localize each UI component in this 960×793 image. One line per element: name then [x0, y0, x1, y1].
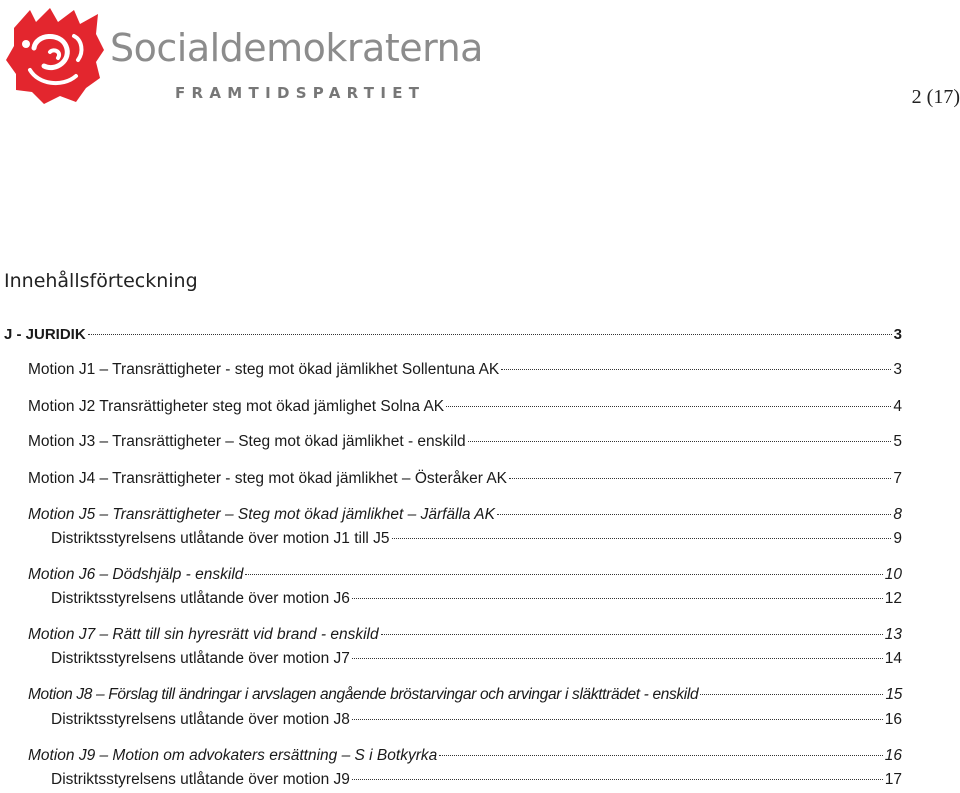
dot-leader	[501, 369, 891, 370]
page-number: 2 (17)	[911, 86, 960, 108]
toc-entry-page: 9	[893, 530, 902, 547]
dot-leader	[352, 598, 883, 599]
toc-entry-motion-j2[interactable]	[28, 396, 902, 418]
toc-entry-page: 13	[884, 626, 902, 643]
toc-entry-label: Distriktsstyrelsens utlåtande över motion J1 till J5	[51, 530, 390, 547]
toc-entry-motion-j3[interactable]	[28, 431, 902, 453]
brand-tagline: FRAMTIDSPARTIET	[175, 84, 426, 102]
dot-leader	[352, 779, 883, 780]
toc-entry-utlatande-j7[interactable]	[51, 648, 902, 670]
toc-title: Innehållsförteckning	[4, 270, 198, 292]
toc-entry-motion-j8[interactable]	[28, 684, 902, 706]
toc-entry-page: 3	[893, 361, 902, 378]
toc-entry-label: Distriktsstyrelsens utlåtande över motion J8	[51, 711, 350, 728]
toc-entry-label: Motion J4 – Transrättigheter - steg mot ökad jämlikhet – Österåker AK	[28, 470, 507, 487]
toc-entry-label: Distriktsstyrelsens utlåtande över motion J7	[51, 650, 350, 667]
dot-leader	[509, 478, 891, 479]
toc-entry-motion-j1[interactable]	[28, 359, 902, 381]
toc-entry-page: 12	[884, 590, 902, 607]
toc-entry-page: 4	[893, 398, 902, 415]
toc-entry-motion-j4[interactable]	[28, 468, 902, 490]
toc-entry-motion-j7[interactable]	[28, 624, 902, 646]
toc-entry-page: 17	[884, 771, 902, 788]
toc-entry-utlatande-j6[interactable]	[51, 588, 902, 610]
toc-entry-page: 15	[885, 686, 902, 703]
dot-leader	[88, 334, 892, 335]
toc-entry-motion-j9[interactable]	[28, 745, 902, 767]
dot-leader	[497, 514, 891, 515]
toc-entry-label: Motion J1 – Transrättigheter - steg mot ökad jämlikhet Sollentuna AK	[28, 361, 500, 378]
toc-entry-label: Motion J5 – Transrättigheter – Steg mot ökad jämlikhet – Järfälla AK	[28, 506, 495, 523]
toc-entry-page: 5	[893, 433, 902, 450]
toc-entry-page: 3	[893, 326, 902, 343]
toc-entry-label: Distriktsstyrelsens utlåtande över motion J9	[51, 771, 350, 788]
toc-entry-utlatande-j9[interactable]	[51, 769, 902, 791]
toc-entry-label: Motion J7 – Rätt till sin hyresrätt vid brand - enskild	[28, 626, 379, 643]
toc-entry-utlatande-j1-j5[interactable]	[51, 528, 902, 550]
toc-entry-page: 8	[893, 506, 902, 523]
toc-entry-motion-j6[interactable]	[28, 564, 902, 586]
dot-leader	[381, 634, 883, 635]
toc-entry-label: Motion J9 – Motion om advokaters ersättning – S i Botkyrka	[28, 747, 438, 764]
toc-entry-utlatande-j8[interactable]	[51, 709, 902, 731]
toc-entry-label: Motion J8 – Förslag till ändringar i arvslagen angående bröstarvingar och arvingar i släktträdet - enskild	[28, 686, 699, 703]
dot-leader	[446, 406, 891, 407]
dot-leader	[245, 574, 882, 575]
toc-entry-label: J - JURIDIK	[4, 326, 86, 343]
toc-entry-page: 10	[884, 566, 902, 583]
dot-leader	[352, 719, 883, 720]
toc-entry-label: Motion J6 – Dödshjälp - enskild	[28, 566, 244, 583]
toc-entry-page: 16	[884, 711, 902, 728]
toc-entry-label: Distriktsstyrelsens utlåtande över motion J6	[51, 590, 350, 607]
dot-leader	[468, 441, 892, 442]
dot-leader	[700, 694, 883, 695]
toc-entry-motion-j5[interactable]	[28, 504, 902, 526]
dot-leader	[352, 658, 883, 659]
toc-entry-label: Motion J2 Transrättigheter steg mot ökad jämlighet Solna AK	[28, 398, 445, 415]
toc-entry-section-juridik[interactable]	[4, 324, 902, 346]
dot-leader	[392, 538, 892, 539]
dot-leader	[439, 755, 883, 756]
brand-name: Socialdemokraterna	[110, 26, 483, 70]
toc-entry-page: 16	[884, 747, 902, 764]
toc-entry-label: Motion J3 – Transrättigheter – Steg mot ökad jämlikhet - enskild	[28, 433, 466, 450]
toc-entry-page: 7	[893, 470, 902, 487]
toc-entry-page: 14	[884, 650, 902, 667]
